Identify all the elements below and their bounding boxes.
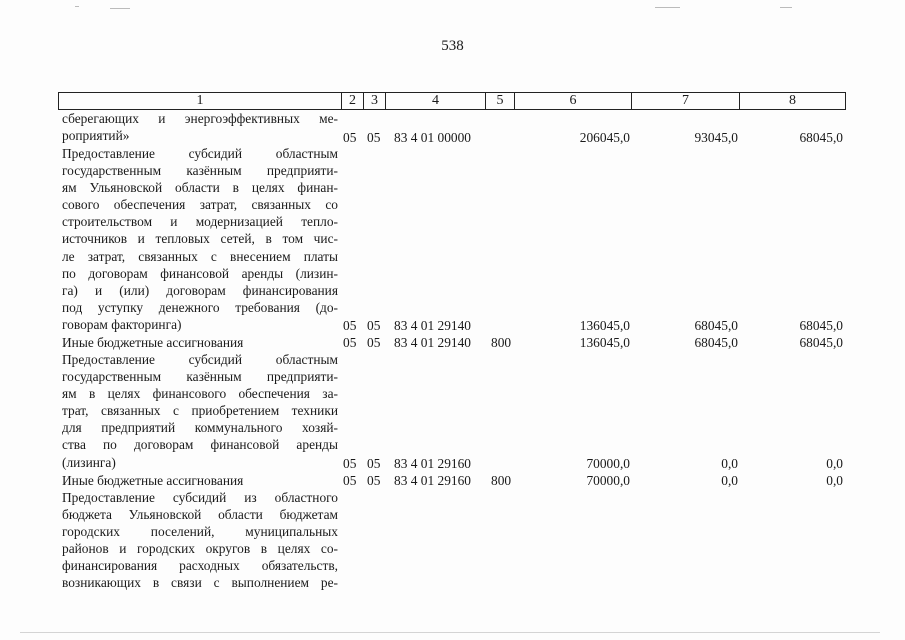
desc-line: сового обеспечения затрат, связанных со [62,197,338,213]
cell-amount-6: 136045,0 [579,318,630,333]
cell-section: 05 [343,456,357,471]
desc-line: городских поселений, муниципальных [62,524,338,540]
cell-amount-6: 206045,0 [579,130,630,145]
desc-line: ям в целях финансового обеспечения за- [62,386,338,402]
desc-line: трат, связанных с приобретением техники [62,403,338,419]
desc-line: роприятий» [62,128,130,144]
cell-amount-7: 68045,0 [694,335,738,350]
cell-expense-type: 800 [491,473,512,488]
table-header [58,92,846,110]
desc-line: финансирования расходных обязательств, [62,558,338,574]
cell-section: 05 [343,473,357,488]
scan-speck [780,7,792,8]
header-col-2: 2 [341,93,363,109]
desc-line: (лизинга) [62,454,116,470]
cell-subsection: 05 [367,473,381,488]
header-col-7: 7 [631,93,739,109]
desc-line: Предоставление субсидий из областного [62,490,338,505]
header-col-4: 4 [385,93,485,109]
cell-target-code: 83 4 01 29160 [394,473,471,488]
cell-section: 05 [343,130,357,145]
row-description [62,472,338,489]
desc-line: государственным казённым предприяти- [62,369,338,385]
cell-subsection: 05 [367,456,381,471]
header-col-8: 8 [739,93,845,109]
cell-target-code: 83 4 01 29160 [394,456,471,471]
cell-amount-7: 0,0 [721,456,738,471]
desc-line: Иные бюджетные ассигнования [62,335,244,350]
cell-amount-8: 68045,0 [799,335,843,350]
desc-line: Иные бюджетные ассигнования [62,473,244,488]
page-number: 538 [441,38,464,54]
desc-line: государственным казённым предприяти- [62,163,338,179]
cell-amount-7: 0,0 [721,473,738,488]
cell-subsection: 05 [367,318,381,333]
row-description [62,110,338,144]
header-col-3: 3 [363,93,385,109]
desc-line: для предприятий коммунального хозяй- [62,420,338,436]
cell-subsection: 05 [367,130,381,145]
desc-line: возникающих в связи с выполнением ре- [62,575,338,591]
cell-amount-8: 68045,0 [799,130,843,145]
header-col-6: 6 [514,93,631,109]
cell-amount-7: 93045,0 [694,130,738,145]
cell-section: 05 [343,318,357,333]
desc-line: районов и городских округов в целях со- [62,541,338,557]
cell-subsection: 05 [367,335,381,350]
desc-line: строительством и модернизацией тепло- [62,214,338,230]
desc-line: га) и (или) договорам финансирования [62,282,338,298]
cell-target-code: 83 4 01 29140 [394,318,471,333]
desc-line: Предоставление субсидий областным [62,146,338,161]
cell-amount-8: 0,0 [826,456,843,471]
cell-amount-8: 68045,0 [799,318,843,333]
cell-section: 05 [343,335,357,350]
header-col-5: 5 [485,93,514,109]
scan-speck [75,6,79,7]
desc-line: ле затрат, связанных с внесением платы [62,248,338,264]
cell-target-code: 83 4 01 00000 [394,130,471,145]
cell-target-code: 83 4 01 29140 [394,335,471,350]
desc-line: ям Ульяновской области в целях финан- [62,180,338,196]
cell-amount-6: 136045,0 [579,335,630,350]
desc-line: говорам факторинга) [62,316,182,332]
desc-line: сберегающих и энергоэффективных ме- [62,111,338,126]
row-description [62,489,338,592]
cell-amount-6: 70000,0 [586,473,630,488]
cell-amount-7: 68045,0 [694,318,738,333]
desc-line: по договорам финансовой аренды (лизин- [62,265,338,281]
row-description [62,145,338,333]
row-description [62,351,338,471]
row-description [62,334,338,351]
desc-line: бюджета Ульяновской области бюджетам [62,507,338,523]
scan-speck [110,8,130,9]
cell-expense-type: 800 [491,335,512,350]
scan-speck [655,7,680,8]
scan-speck [20,632,880,633]
cell-amount-8: 0,0 [826,473,843,488]
desc-line: ства по договорам финансовой аренды [62,437,338,453]
desc-line: Предоставление субсидий областным [62,352,338,367]
desc-line: под уступку денежного требования (до- [62,299,338,315]
cell-amount-6: 70000,0 [586,456,630,471]
desc-line: источников и тепловых сетей, в том чис- [62,231,338,247]
header-col-1: 1 [196,93,204,108]
